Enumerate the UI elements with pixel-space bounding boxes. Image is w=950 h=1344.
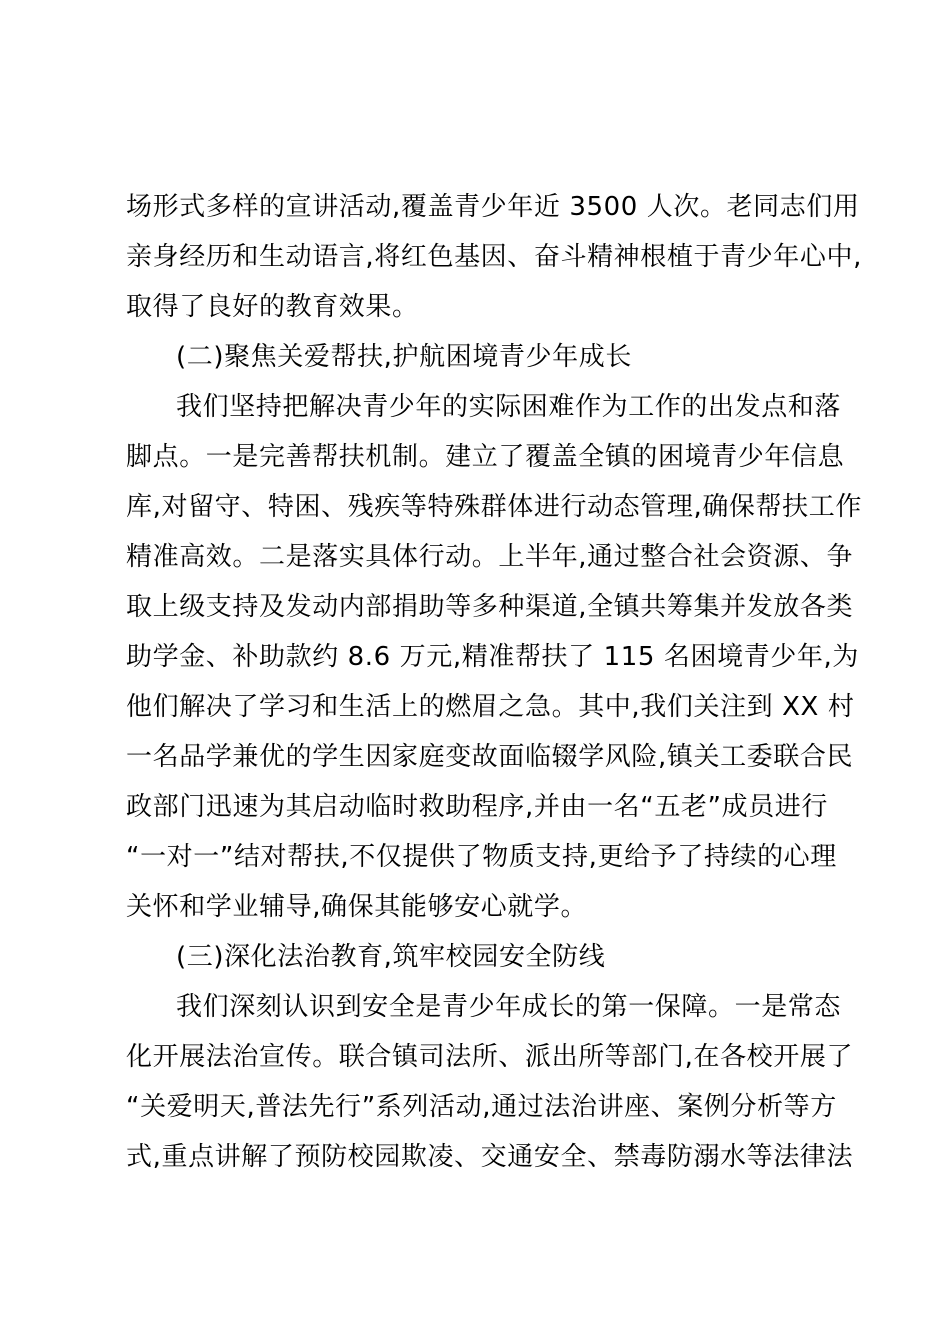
paragraph-line: 式,重点讲解了预防校园欺凌、交通安全、禁毒防溺水等法律法: [126, 1142, 854, 1172]
paragraph-line: 取得了良好的教育效果。: [126, 292, 419, 322]
paragraph-line: 亲身经历和生动语言,将红色基因、奋斗精神根植于青少年心中,: [126, 242, 862, 272]
paragraph-line: 我们坚持把解决青少年的实际困难作为工作的出发点和落: [176, 392, 842, 422]
paragraph-line: 关怀和学业辅导,确保其能够安心就学。: [126, 892, 588, 922]
paragraph-line: 我们深刻认识到安全是青少年成长的第一保障。一是常态: [176, 992, 842, 1022]
paragraph-line: 他们解决了学习和生活上的燃眉之急。其中,我们关注到 XX 村: [126, 692, 855, 722]
section-heading: (二)聚焦关爱帮扶,护航困境青少年成长: [176, 342, 632, 372]
section-heading: (三)深化法治教育,筑牢校园安全防线: [176, 942, 606, 972]
paragraph-line: 精准高效。二是落实具体行动。上半年,通过整合社会资源、争: [126, 542, 854, 572]
paragraph-line: 脚点。一是完善帮扶机制。建立了覆盖全镇的困境青少年信息: [126, 442, 845, 472]
paragraph-line: 库,对留守、特困、残疾等特殊群体进行动态管理,确保帮扶工作: [126, 492, 862, 522]
paragraph-line: 场形式多样的宣讲活动,覆盖青少年近 3500 人次。老同志们用: [126, 192, 860, 222]
paragraph-line: 一名品学兼优的学生因家庭变故面临辍学风险,镇关工委联合民: [126, 742, 854, 772]
paragraph-line: “关爱明天,普法先行”系列活动,通过法治讲座、案例分析等方: [126, 1092, 837, 1122]
paragraph-line: “一对一”结对帮扶,不仅提供了物质支持,更给予了持续的心理: [126, 842, 837, 872]
paragraph-line: 政部门迅速为其启动临时救助程序,并由一名“五老”成员进行: [126, 792, 829, 822]
paragraph-line: 助学金、补助款约 8.6 万元,精准帮扶了 115 名困境青少年,为: [126, 642, 859, 672]
paragraph-line: 化开展法治宣传。联合镇司法所、派出所等部门,在各校开展了: [126, 1042, 854, 1072]
paragraph-line: 取上级支持及发动内部捐助等多种渠道,全镇共筹集并发放各类: [126, 592, 854, 622]
